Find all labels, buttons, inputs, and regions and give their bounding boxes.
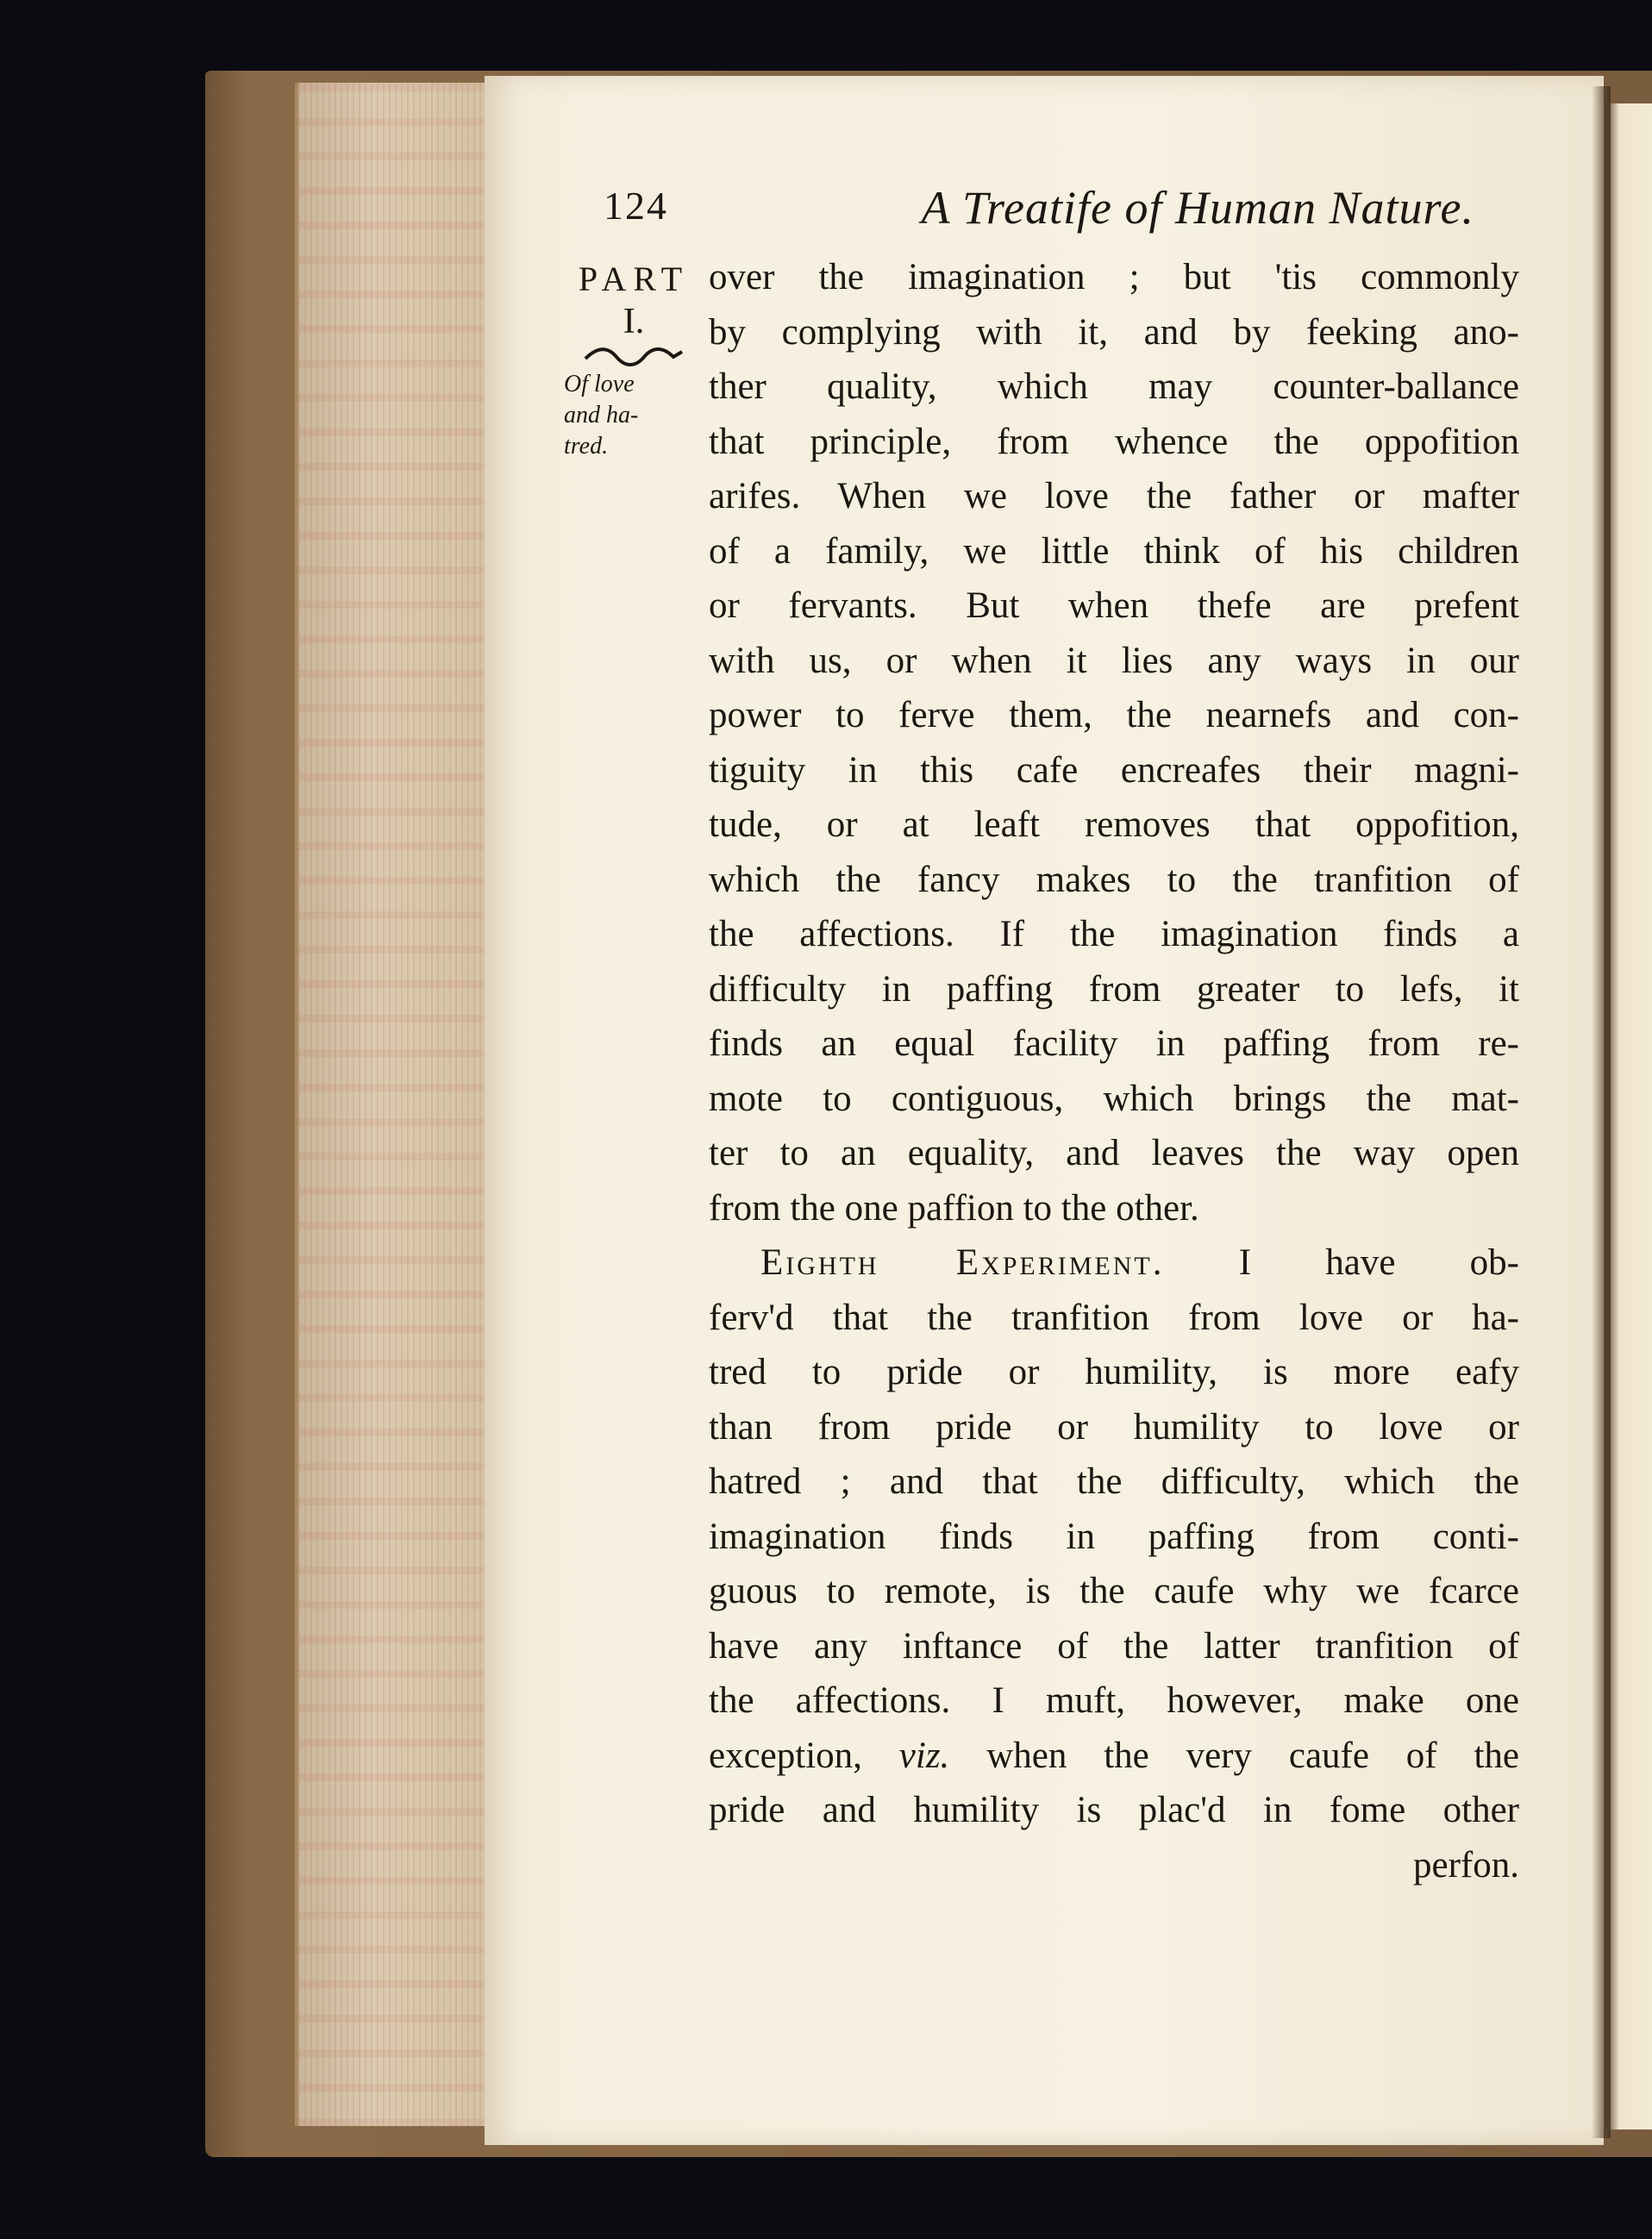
- text-line: that principle, from whence the oppofition: [709, 421, 1519, 462]
- exception-line: [709, 1729, 1519, 1784]
- text-line: power to ferve them, the nearnefs and con-: [709, 695, 1519, 735]
- text-line: the affections. I muft, however, make one: [709, 1680, 1519, 1721]
- text-line: have any inftance of the latter tranfition of: [709, 1625, 1519, 1667]
- text-line: tred to pride or humility, is more eafy: [709, 1352, 1519, 1392]
- body-text: [709, 250, 1519, 1892]
- text-line: by complying with it, and by feeking ano-: [709, 311, 1519, 353]
- book-gutter: [1592, 86, 1611, 2138]
- part-label: PART: [578, 260, 690, 298]
- text-line: from the one paffion to the other.: [709, 1187, 1199, 1229]
- text-line: or fervants. But when thefe are prefent: [709, 585, 1519, 626]
- experiment-first-line-rest: I have ob-: [1238, 1242, 1519, 1283]
- text-line: pride and humility is plac'd in fome other: [709, 1790, 1519, 1830]
- exception-rest: when the very caufe of the: [986, 1735, 1519, 1776]
- text-line: guous to remote, is the caufe why we fcarce: [709, 1571, 1519, 1611]
- page-number: 124: [604, 184, 668, 228]
- side-note-line: and ha-: [564, 402, 639, 428]
- text-line: of a family, we little think of his children: [709, 530, 1519, 572]
- page-header: [604, 181, 1474, 241]
- text-line: difficulty in paffing from greater to lefs, it: [709, 968, 1519, 1010]
- text-line: ter to an equality, and leaves the way open: [709, 1133, 1519, 1173]
- text-line: hatred ; and that the difficulty, which the: [709, 1461, 1519, 1502]
- text-line: over the imagination ; but 'tis commonly: [709, 257, 1519, 297]
- text-line: arifes. When we love the father or mafter: [709, 476, 1519, 516]
- text-line: ther quality, which may counter-ballance: [709, 366, 1519, 407]
- text-line: tude, or at leaft removes that oppofition,: [709, 804, 1519, 845]
- exception-viz: viz.: [898, 1735, 950, 1776]
- wave-ornament-icon: [582, 343, 685, 369]
- text-line: imagination finds in paffing from conti-: [709, 1516, 1519, 1557]
- text-line: with us, or when it lies any ways in our: [709, 640, 1519, 681]
- text-line: finds an equal facility in paffing from re-: [709, 1023, 1519, 1064]
- side-note-line: tred.: [564, 433, 609, 460]
- margin-note: [560, 259, 707, 462]
- text-line: than from pride or humility to love or: [709, 1406, 1519, 1448]
- experiment-first-line: [709, 1235, 1519, 1291]
- running-title: A Treatife of Human Nature.: [921, 182, 1474, 234]
- catchword: perfon.: [1413, 1844, 1519, 1886]
- side-note: [564, 369, 667, 462]
- text-line: the affections. If the imagination finds a: [709, 914, 1519, 954]
- experiment-heading: Eighth Experiment.: [760, 1242, 1165, 1283]
- page-edges: [295, 83, 488, 2126]
- part-number: I.: [623, 302, 645, 341]
- text-line: which the fancy makes to the tranfition of: [709, 859, 1519, 900]
- exception-prefix: exception,: [709, 1735, 862, 1776]
- facing-page-edge: [1605, 103, 1652, 2130]
- text-line: ferv'd that the tranfition from love or ha-: [709, 1297, 1519, 1338]
- text-line: tiguity in this cafe encreafes their magni-: [709, 749, 1519, 791]
- side-note-line: Of love: [564, 371, 635, 397]
- text-line: mote to contiguous, which brings the mat-: [709, 1078, 1519, 1119]
